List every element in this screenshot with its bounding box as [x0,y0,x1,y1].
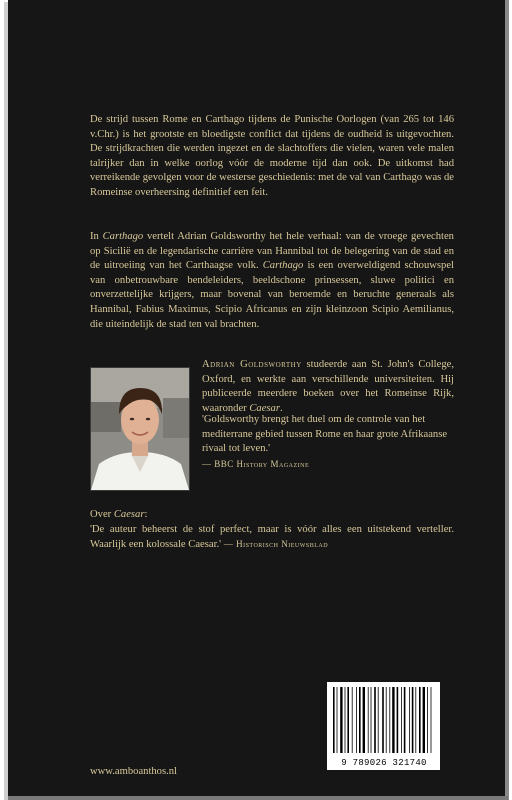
review-caesar-source: — Historisch Nieuwsblad [221,539,329,550]
blurb-text-2-part2: is een overweldigend schouwspel van onbetrouwbare bendeleiders, beeldschone prinsessen, sluwe politici en onverzettelijke krijgers, maar bovenal van beroemde en beruchte generaals als Hannibal, Fabius Maximus, Scipio Africanus en zijn kleinzoon Scipio Aemilianus, die uiteindelijk de stad ten val brachten. [90,260,454,330]
review-quote-bbc [202,413,454,471]
author-bio [202,358,454,416]
review-caesar-colon: : [144,509,148,520]
blurb-paragraph-2 [90,230,454,332]
blurb-text-1: De strijd tussen Rome en Carthago tijdens de Punische Oorlogen (van 265 tot 146 v.Chr.) is het grootste en bloedigste conflict dat tijdens de oudheid is uitgevochten. De strijdkrachten die werden ingezet en de slachtoffers die vielen, waren vele malen talrijker dan in welke oorlog vóór de moderne tijd dan ook. De uitkomst had verreikende gevolgen voor de westerse geschiedenis: met de val van Carthago was de Romeinse overheersing definitief een feit. [90,114,454,198]
review-caesar-heading [90,508,454,523]
review-caesar [90,508,454,553]
author-name: Adrian Goldsworthy [202,359,302,370]
review-caesar-text: 'De auteur beheerst de stof perfect, maar is vóór alles een uitstekend verteller. Waarlijk een kolossale Caesar.' [90,523,454,551]
isbn-number: 9 789026 321740 [341,758,427,768]
blurb-paragraph-1 [90,113,454,201]
author-bio-text: studeerde aan St. John's College, Oxford, en werkte aan verschillende universiteiten. Hij publiceerde meerdere boeken over het Romeinse Rijk, waaronder [202,359,454,414]
book-bottom-edge [8,796,508,800]
review-source: — BBC History Magazine [202,458,310,469]
author-bio-end: . [279,402,283,414]
author-book-title: Caesar [249,402,280,414]
isbn-barcode [327,682,440,770]
blurb-text-2-part1: vertelt Adrian Goldsworthy het hele verhaal: van de vroege gevechten op Sicilië en de legendarische carrière van Hannibal tot de belegering van de stad en de uitroeiing van het Carthaagse volk. [90,231,454,272]
blurb-text-2-intro: In [90,231,103,242]
barcode-bars [327,682,440,756]
review-caesar-prefix: Over [90,509,114,520]
book-title-italic-2: Carthago [262,260,304,272]
author-photo [90,367,190,491]
book-title-italic: Carthago [102,231,144,242]
review-caesar-book: Caesar [113,509,145,520]
review-quote-text: 'Goldsworthy brengt het duel om de controle van het mediterrane gebied tussen Rome en haar grote Afrikaanse rivaal tot leven.' [202,414,448,455]
review-caesar-body [90,523,454,553]
book-page-edge [505,0,509,800]
publisher-website[interactable]: www.amboanthos.nl [90,766,177,777]
